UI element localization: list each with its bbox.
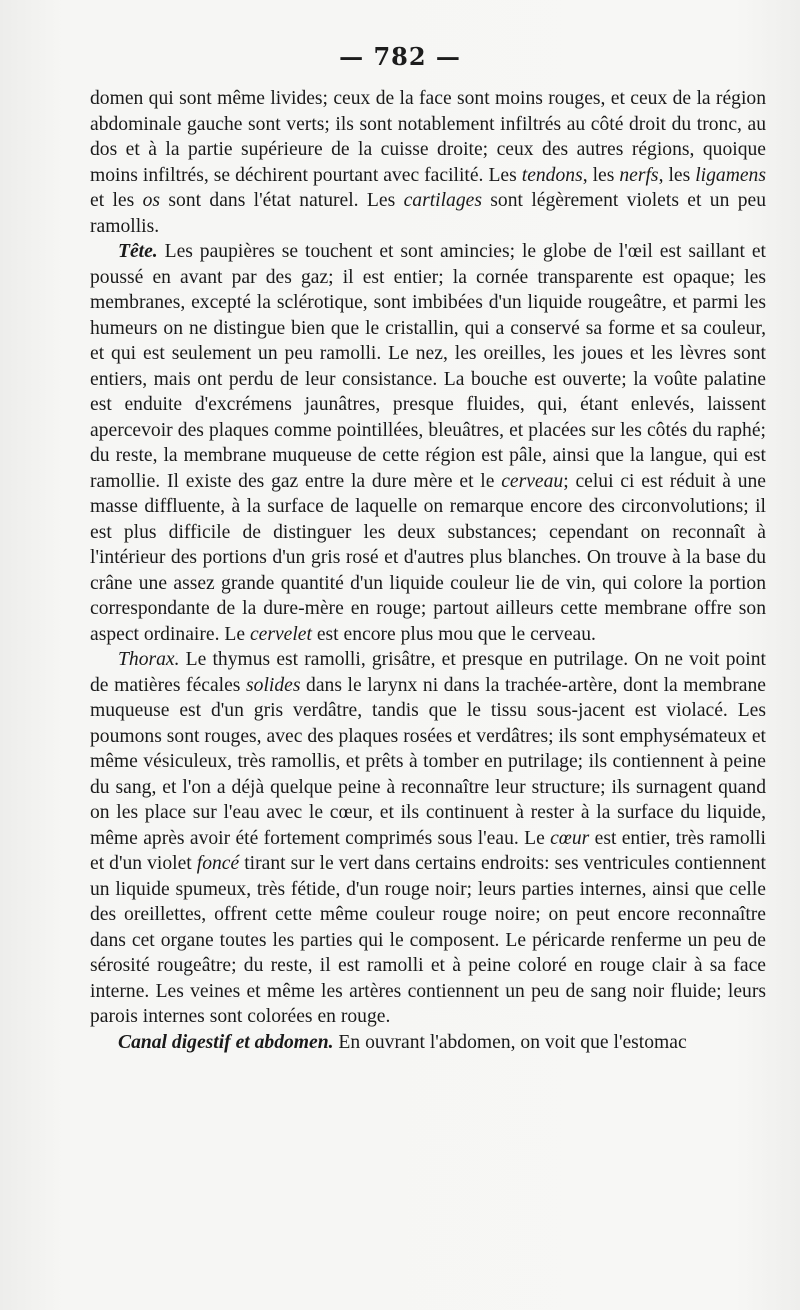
emphasis-text: foncé [196,853,240,874]
text-run: ; celui ci est réduit à une masse diffluente, à la surface de laquelle on remarque encore des circonvolutions; il est plus difficile de distinguer les deux substances; cependant on reconnaît à l'intérieur des portions d'un gris rosé et d'autres plus blanches. On trouve à la base du crâne une assez grande quantité d'un liquide couleur lie de vin, qui colore la portion correspondante de la dure-mère en rouge; partout ailleurs cette membrane offre son aspect ordinaire. Le [90,470,766,645]
paragraph-thorax [90,647,766,1030]
text-run: est entier, très ramolli et d'un violet [90,827,766,874]
emphasis-text: Thorax. [118,649,180,670]
emphasis-text: solides [246,674,301,696]
emphasis-text: ligamens [695,164,766,186]
body-text [90,86,766,1055]
text-run: Les paupières se touchent et sont amincies; le globe de l'œil est saillant et poussé en avant par des gaz; il est entier; la cornée transparente est opaque; les membranes, excepté la sclérotique, sont imbibées d'un liquide rougeâtre, et parmi les humeurs on ne distingue bien que le cristallin, qui a conservé sa forme et sa couleur, et qui est seulement un peu ramolli. Le nez, les oreilles, les joues et les lèvres sont entiers, mais ont perdu de leur consistance. La bouche est ouverte; la voûte palatine est enduite d'excrémens jaunâtres, presque fluides, qui, étant enlevés, laissent apercevoir des plaques comme pointillées, bleuâtres, et placées sur les côtés du raphé; du reste, la membrane muqueuse de cette région est pâle, ainsi que la langue, qui est ramollie. Il existe des gaz entre la dure mère et le [90,241,766,492]
text-run: sont dans l'état naturel. Les [160,190,404,211]
emphasis-text: cervelet [249,623,312,645]
text-run: , les [658,164,696,186]
emphasis-text: cœur [550,827,590,849]
paragraph-continuation [90,86,766,239]
text-run: dans le larynx ni dans la trachée-artère, dont la membrane muqueuse est d'un gris verdâtre, tandis que le tissu sous-jacent est violacé. Les poumons sont rouges, avec des plaques rosées et verdâtres; ils sont emphysémateux et même vésiculeux, très ramollis, et prêts à tomber en putrilage; ils contiennent à peine du sang, et l'on a déjà quelque peine à reconnaître leur structure; ils surnagent quand on les place sur l'eau avec le cœur, et ils continuent à rester à la surface du liquide, même après avoir été fortement comprimés sous l'eau. Le [90,674,766,849]
emphasis-text: cartilages [403,190,482,211]
text-run: En ouvrant l'abdomen, on voit que l'estomac [333,1031,687,1053]
text-run: et les [90,190,143,211]
text-run: tirant sur le vert dans certains endroits: ses ventricules contiennent un liquide spumeux, très fétide, d'un rouge noir; leurs parties internes, ainsi que celle des oreillettes, offrent cette même couleur rouge noire; on peut encore reconnaître dans cet organe toutes les parties qui le composent. Le péricarde renferme un peu de sérosité rougeâtre; du reste, il est ramolli et à peine coloré en rouge clair à sa face interne. Les veines et même les artères contiennent un peu de sang noir fluide; leurs parois internes sont colorées en rouge. [90,853,766,1027]
emphasis-text: Canal digestif et abdomen. [118,1031,334,1053]
emphasis-text: Tête. [118,241,158,262]
emphasis-text: os [142,190,161,211]
paragraph-canal-digestif [90,1030,766,1056]
paragraph-tete [90,239,766,647]
text-run: , les [582,164,620,186]
text-run: domen qui sont même livides; ceux de la face sont moins rouges, et ceux de la région abdominale gauche sont verts; ils sont notablement infiltrés au côté droit du tronc, au dos et à la partie supérieure de la cuisse droite; ceux des autres régions, quoique moins infiltrés, se déchirent pourtant avec facilité. Les [90,88,766,186]
text-run: Le thymus est ramolli, grisâtre, et presque en putrilage. On ne voit point de matières fécales [90,649,766,696]
text-run: sont légèrement violets et un peu ramollis. [90,190,767,237]
emphasis-text: nerfs [619,164,659,186]
text-run: est encore plus mou que le cerveau. [311,623,596,645]
emphasis-text: cerveau [501,470,564,492]
emphasis-text: tendons [521,164,583,186]
page-number: — 782 — [339,42,461,71]
